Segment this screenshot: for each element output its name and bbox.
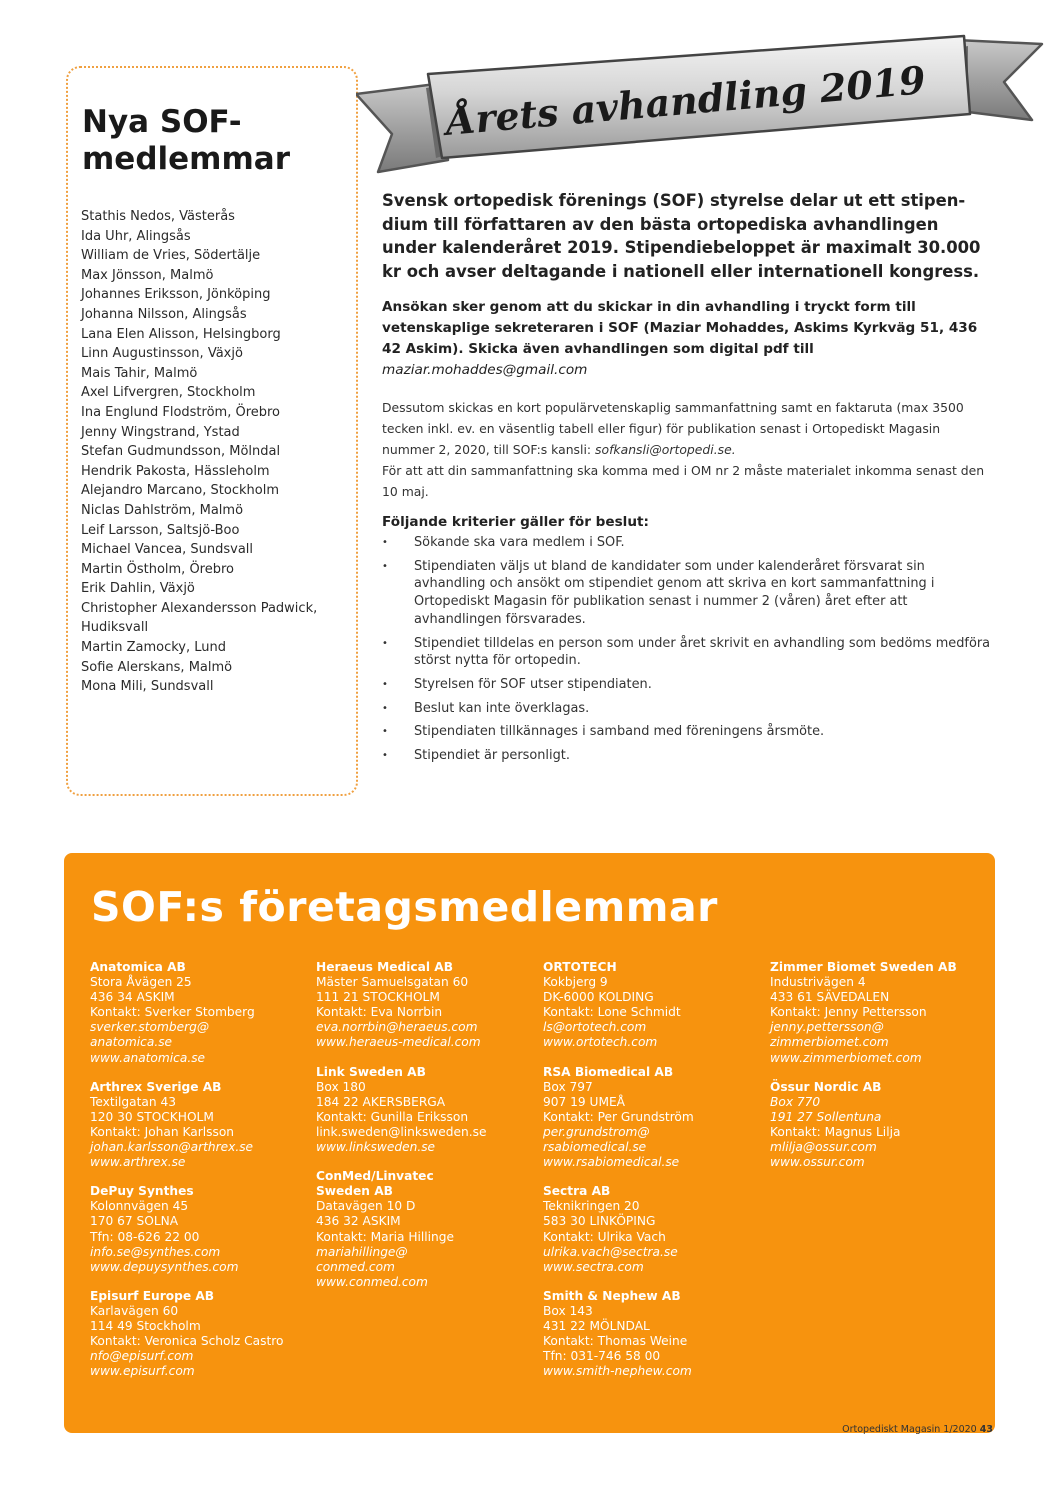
member-item: Johannes Eriksson, Jönköping xyxy=(81,287,271,303)
bullet-icon: • xyxy=(382,726,388,738)
summary-deadline-text: För att att din sammanfattning ska komma med i OM nr 2 måste materialet inkomma senast den 10 maj. xyxy=(382,463,985,499)
company-detail: Tfn: 08-626 22 00 xyxy=(90,1229,200,1244)
criteria-heading: Följande kriterier gäller för beslut: xyxy=(382,514,649,530)
member-item: Mais Tahir, Malmö xyxy=(81,365,198,381)
company-detail: 111 21 STOCKHOLM xyxy=(316,990,440,1005)
criteria-text: Sökande ska vara medlem i SOF. xyxy=(414,535,625,550)
bullet-icon: • xyxy=(382,678,388,690)
company-detail: 170 67 SOLNA xyxy=(90,1214,179,1229)
banner-ribbon xyxy=(356,32,1046,192)
criteria-item xyxy=(382,723,992,741)
company-link[interactable]: eva.norrbin@heraeus.com xyxy=(316,1020,478,1035)
corporate-members-box xyxy=(64,853,995,1433)
company-link[interactable]: sverker.stomberg@ xyxy=(90,1020,210,1035)
company-link[interactable]: www.ortotech.com xyxy=(543,1035,658,1050)
criteria-item xyxy=(382,558,992,629)
company-detail: Box 797 xyxy=(543,1079,593,1094)
member-item: Niclas Dahlström, Malmö xyxy=(81,502,244,518)
company-link[interactable]: www.arthrex.se xyxy=(90,1155,186,1170)
company-name: Arthrex Sverige AB xyxy=(90,1079,222,1094)
company-link[interactable]: per.grundstrom@ xyxy=(543,1124,650,1139)
company-detail: Datavägen 10 D xyxy=(316,1199,416,1214)
company-link[interactable]: www.conmed.com xyxy=(316,1274,428,1289)
criteria-item xyxy=(382,534,992,552)
company-detail: Kontakt: Magnus Lilja xyxy=(770,1124,901,1139)
company-entry xyxy=(543,1289,763,1380)
footer-magazine: Ortopediskt Magasin 1/2020 xyxy=(842,1424,977,1435)
member-item: Christopher Alexandersson Padwick, xyxy=(81,600,318,616)
company-link[interactable]: www.linksweden.se xyxy=(316,1140,436,1155)
company-link[interactable]: www.episurf.com xyxy=(90,1364,195,1379)
company-name: Link Sweden AB xyxy=(316,1064,426,1079)
company-name: RSA Biomedical AB xyxy=(543,1064,674,1079)
company-detail: Kontakt: Eva Norrbin xyxy=(316,1005,443,1020)
company-detail: Kontakt: Sverker Stomberg xyxy=(90,1005,255,1020)
company-name: ORTOTECH xyxy=(543,960,617,974)
company-detail: link.sweden@linksweden.se xyxy=(316,1124,487,1139)
company-name: Sweden AB xyxy=(316,1184,393,1199)
company-detail: Kontakt: Per Grundström xyxy=(543,1109,694,1124)
company-link[interactable]: rsabiomedical.se xyxy=(543,1140,647,1155)
member-item: Stefan Gudmundsson, Mölndal xyxy=(81,444,281,460)
company-detail: Kontakt: Jenny Pettersson xyxy=(770,1005,927,1020)
company-detail: 907 19 UMEÅ xyxy=(543,1094,625,1109)
criteria-list xyxy=(382,534,992,765)
company-name: Smith & Nephew AB xyxy=(543,1288,681,1303)
company-entry xyxy=(543,1065,763,1171)
company-link[interactable]: www.ossur.com xyxy=(770,1155,865,1170)
criteria-text: Stipendiaten väljs ut bland de kandidater som under kalenderåret försvarat sin avhandling och ansökt om stipendiet genom att skriva en kort sammanfattning i Ortopediskt Magasin för publikation senast i nummer 2 (våren) året efter att avhandlingen försvarades. xyxy=(414,558,935,627)
criteria-item xyxy=(382,700,992,718)
company-detail: Industrivägen 4 xyxy=(770,975,866,990)
company-detail: DK-6000 KOLDING xyxy=(543,990,654,1005)
company-detail: 436 34 ASKIM xyxy=(90,990,175,1005)
application-paragraph xyxy=(382,297,992,381)
company-detail: 114 49 Stockholm xyxy=(90,1318,201,1333)
footer-page-number: 43 xyxy=(979,1424,993,1435)
company-link[interactable]: Box 770 xyxy=(770,1094,821,1109)
company-detail: Kontakt: Veronica Scholz Castro xyxy=(90,1334,284,1349)
member-item: Stathis Nedos, Västerås xyxy=(81,209,235,224)
company-link[interactable]: www.zimmerbiomet.com xyxy=(770,1050,922,1065)
company-detail: Teknikringen 20 xyxy=(543,1199,640,1214)
criteria-item xyxy=(382,635,992,671)
members-title-line1: Nya SOF- xyxy=(82,104,242,140)
company-entry xyxy=(90,1080,310,1171)
summary-email-link[interactable]: sofkansli@ortopedi.se. xyxy=(595,442,736,457)
company-name: Zimmer Biomet Sweden AB xyxy=(770,960,957,974)
company-name: Sectra AB xyxy=(543,1184,611,1199)
summary-text: Dessutom skickas en kort populärvetenskaplig sammanfattning samt en faktaruta (max 3500 tecken inkl. ev. en väsentlig tabell eller figur) för publikation senast i Ortopediskt Magasin nummer 2, 2020, till SOF:s kansli: xyxy=(382,400,964,457)
company-entry xyxy=(316,1169,536,1290)
company-detail: Kontakt: Maria Hillinge xyxy=(316,1229,455,1244)
company-detail: 433 61 SÄVEDALEN xyxy=(770,990,890,1005)
member-item: Martin Östholm, Örebro xyxy=(81,561,234,577)
company-link[interactable]: mlilja@ossur.com xyxy=(770,1140,877,1155)
member-item: Lana Elen Alisson, Helsingborg xyxy=(81,326,281,342)
company-detail: Box 180 xyxy=(316,1079,366,1094)
company-entry xyxy=(543,960,763,1051)
criteria-text: Stipendiet är personligt. xyxy=(414,747,570,763)
member-item: Sofie Alerskans, Malmö xyxy=(81,659,233,675)
company-name: Össur Nordic AB xyxy=(770,1079,882,1094)
company-detail: Box 143 xyxy=(543,1303,593,1318)
company-detail: Stora Åvägen 25 xyxy=(90,975,192,990)
bullet-icon: • xyxy=(382,702,388,714)
member-item: Martin Zamocky, Lund xyxy=(81,640,227,656)
members-list xyxy=(81,207,361,697)
company-detail: 184 22 AKERSBERGA xyxy=(316,1094,446,1109)
intro-paragraph: Svensk ortopedisk förenings (SOF) styrelse delar ut ett stipen-dium till författaren av den bästa ortopediska avhandlingen under kalenderåret 2019. Stipendiebeloppet är maximalt 30.000 kr och avser deltagande i nationell eller internationell kongress. xyxy=(382,191,981,281)
corporate-members-title: SOF:s företagsmedlemmar xyxy=(91,883,718,931)
company-name: ConMed/Linvatec xyxy=(316,1169,434,1184)
corporate-column-4 xyxy=(770,960,990,1184)
member-item: Johanna Nilsson, Alingsås xyxy=(81,306,247,322)
corporate-column-1 xyxy=(90,960,310,1393)
main-content xyxy=(382,189,992,770)
page-footer xyxy=(842,1424,993,1435)
banner-title: Årets avhandling 2019 xyxy=(444,57,928,144)
company-detail: Mäster Samuelsgatan 60 xyxy=(316,975,469,990)
corporate-column-2 xyxy=(316,960,536,1304)
summary-paragraph xyxy=(382,397,992,502)
company-detail: 436 32 ASKIM xyxy=(316,1214,401,1229)
criteria-text: Styrelsen för SOF utser stipendiaten. xyxy=(414,676,652,692)
company-detail: Kontakt: Gunilla Eriksson xyxy=(316,1109,469,1124)
member-item: Ina Englund Flodström, Örebro xyxy=(81,404,281,420)
company-entry xyxy=(90,1184,310,1275)
company-link[interactable]: 191 27 Sollentuna xyxy=(770,1109,882,1124)
company-detail: Kontakt: Johan Karlsson xyxy=(90,1124,234,1139)
bullet-icon: • xyxy=(382,749,388,761)
company-detail: 431 22 MÖLNDAL xyxy=(543,1318,650,1333)
company-link[interactable]: zimmerbiomet.com xyxy=(770,1035,889,1050)
application-text: Ansökan sker genom att du skickar in din avhandling i tryckt form till vetenskaplige sekreteraren i SOF (Maziar Mohaddes, Askims Kyrkväg 51, 436 42 Askim). Skicka även avhandlingen som digital pdf till xyxy=(382,299,978,357)
member-item: Leif Larsson, Saltsjö-Boo xyxy=(81,522,240,538)
member-item: Michael Vancea, Sundsvall xyxy=(81,542,254,558)
member-item: Erik Dahlin, Växjö xyxy=(81,581,195,597)
company-name: Episurf Europe AB xyxy=(90,1288,215,1303)
member-item: Hudiksvall xyxy=(81,620,149,636)
company-link[interactable]: www.smith-nephew.com xyxy=(543,1364,692,1379)
company-entry xyxy=(90,960,310,1066)
company-detail: 583 30 LINKÖPING xyxy=(543,1214,656,1229)
application-email-link[interactable]: maziar.mohaddes@gmail.com xyxy=(382,362,588,378)
member-item: Axel Lifvergren, Stockholm xyxy=(81,385,256,401)
company-link[interactable]: www.heraeus-medical.com xyxy=(316,1035,481,1050)
company-detail: Kontakt: Lone Schmidt xyxy=(543,1005,681,1020)
criteria-item xyxy=(382,747,992,765)
company-link[interactable]: www.depuysynthes.com xyxy=(90,1259,239,1274)
company-detail: Kontakt: Ulrika Vach xyxy=(543,1229,666,1244)
company-link[interactable]: ulrika.vach@sectra.se xyxy=(543,1244,678,1259)
criteria-text: Beslut kan inte överklagas. xyxy=(414,700,590,716)
company-link[interactable]: johan.karlsson@arthrex.se xyxy=(90,1140,254,1155)
company-detail: Kontakt: Thomas Weine xyxy=(543,1334,688,1349)
member-item: William de Vries, Södertälje xyxy=(81,248,261,264)
company-link[interactable]: www.sectra.com xyxy=(543,1259,644,1274)
criteria-item xyxy=(382,676,992,694)
company-link[interactable]: www.anatomica.se xyxy=(90,1050,206,1065)
bullet-icon: • xyxy=(382,637,388,649)
company-detail: Kolonnvägen 45 xyxy=(90,1199,189,1214)
company-name: Anatomica AB xyxy=(90,960,186,974)
bullet-icon: • xyxy=(382,560,388,572)
company-detail: 120 30 STOCKHOLM xyxy=(90,1109,214,1124)
company-name: Heraeus Medical AB xyxy=(316,960,454,974)
company-detail: Kokbjerg 9 xyxy=(543,975,608,990)
company-link[interactable]: www.rsabiomedical.se xyxy=(543,1155,680,1170)
member-item: Hendrik Pakosta, Hässleholm xyxy=(81,463,270,479)
members-title-line2: medlemmar xyxy=(82,141,290,177)
company-detail: Textilgatan 43 xyxy=(90,1094,176,1109)
company-entry xyxy=(543,1184,763,1275)
company-entry xyxy=(770,1080,990,1171)
company-link[interactable]: nfo@episurf.com xyxy=(90,1349,194,1364)
criteria-text: Stipendiet tilldelas en person som under året skrivit en avhandling som bedöms medföra störst nytta för ortopedin. xyxy=(414,635,991,669)
member-item: Ida Uhr, Alingsås xyxy=(81,228,191,244)
member-item: Jenny Wingstrand, Ystad xyxy=(81,424,240,440)
member-item: Alejandro Marcano, Stockholm xyxy=(81,483,279,499)
corporate-column-3 xyxy=(543,960,763,1393)
company-entry xyxy=(316,1065,536,1156)
company-link[interactable]: conmed.com xyxy=(316,1259,395,1274)
company-link[interactable]: mariahillinge@ xyxy=(316,1244,408,1259)
company-detail: Tfn: 031-746 58 00 xyxy=(543,1349,661,1364)
bullet-icon: • xyxy=(382,537,388,548)
company-entry xyxy=(770,960,990,1066)
company-link[interactable]: info.se@synthes.com xyxy=(90,1244,221,1259)
member-item: Linn Augustinsson, Växjö xyxy=(81,346,243,362)
member-item: Mona Mili, Sundsvall xyxy=(81,679,214,695)
company-link[interactable]: anatomica.se xyxy=(90,1035,173,1050)
company-link[interactable]: ls@ortotech.com xyxy=(543,1020,647,1035)
company-entry xyxy=(316,960,536,1051)
company-entry xyxy=(90,1289,310,1380)
criteria-text: Stipendiaten tillkännages i samband med föreningens årsmöte. xyxy=(414,724,825,740)
company-detail: Karlavägen 60 xyxy=(90,1303,179,1318)
member-item: Max Jönsson, Malmö xyxy=(81,267,214,283)
company-link[interactable]: jenny.pettersson@ xyxy=(770,1020,884,1035)
company-name: DePuy Synthes xyxy=(90,1184,194,1199)
members-title xyxy=(82,104,342,178)
